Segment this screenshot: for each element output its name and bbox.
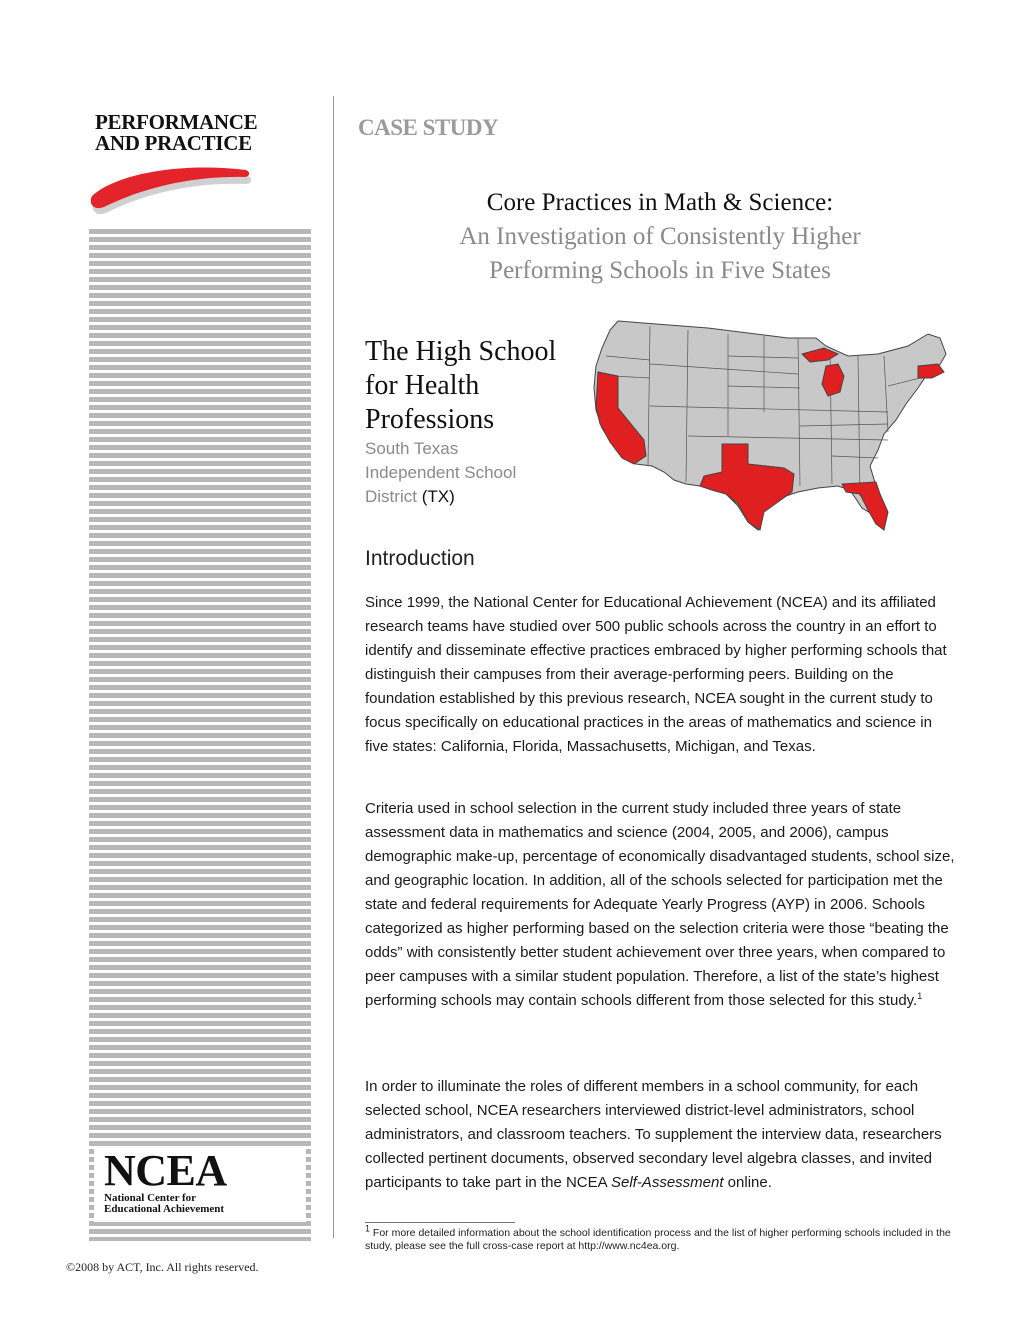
school-name-line-1: The High School: [365, 336, 557, 367]
district-line-2: Independent School: [365, 463, 517, 482]
intro-paragraph-2: [365, 797, 955, 1013]
intro-paragraph-3-text: In order to illuminate the roles of different members in a school community, for each selected school, NCEA researchers interviewed district-level administrators, school administrators, and classroom teachers. To supplement the interview data, researchers collected pertinent documents, observed secondary level algebra classes, and invited participants to take part in the NCEA: [365, 1078, 942, 1191]
district-line-1: South Texas: [365, 439, 459, 458]
section-heading-introduction: Introduction: [365, 547, 475, 570]
column-divider: [333, 96, 334, 1238]
us-map: [588, 316, 960, 536]
footnote-number: 1: [365, 1223, 371, 1234]
school-name: [365, 335, 605, 437]
footnote-reference: 1: [917, 991, 923, 1001]
title-line-3: Performing Schools in Five States: [489, 257, 831, 284]
title-line-2: An Investigation of Consistently Higher: [459, 223, 861, 250]
self-assessment-title: Self-Assessment: [610, 1174, 724, 1191]
footnote-separator: [365, 1222, 515, 1223]
school-name-line-3: Professions: [365, 404, 495, 435]
title-line-1: Core Practices in Math & Science:: [486, 189, 834, 216]
ncea-subtitle-line-1: National Center for: [104, 1192, 197, 1204]
series-brand-title: [95, 112, 315, 154]
school-name-line-2: for Health: [365, 370, 480, 401]
ncea-logo-subtitle: [104, 1193, 224, 1215]
case-study-label: CASE STUDY: [358, 115, 499, 140]
intro-paragraph-3: [365, 1075, 955, 1195]
footnote: [365, 1223, 955, 1253]
copyright-notice: ©2008 by ACT, Inc. All rights reserved.: [66, 1260, 259, 1274]
district-name: [365, 437, 585, 509]
intro-paragraph-1: Since 1999, the National Center for Educational Achievement (NCEA) and its affiliated research teams have studied over 500 public schools across the country in an effort to identify and disseminate effective practices embraced by higher performing schools that distinguish their campuses from their average-performing peers. Building on the foundation established by this previous research, NCEA sought in the current study to focus specifically on educational practices in the areas of mathematics and science in five states: California, Florida, Massachusetts, Michigan, and Texas.: [365, 594, 947, 755]
red-swoosh-graphic: [88, 162, 263, 222]
striped-sidebar-panel: [89, 229, 311, 1241]
state-massachusetts: [918, 364, 944, 378]
ncea-logo: NCEA: [104, 1146, 227, 1195]
intro-paragraph-3-end: online.: [723, 1174, 772, 1191]
district-line-3: District: [365, 487, 417, 506]
footnote-text: For more detailed information about the school identification process and the list of higher performing schools included in the study, please see the full cross-case report at http://www.nc4ea.org.: [365, 1227, 951, 1252]
document-title: [380, 186, 940, 288]
brand-line-1: PERFORMANCE: [95, 110, 258, 134]
state-michigan-lower: [822, 364, 844, 396]
brand-line-2: AND PRACTICE: [95, 131, 252, 155]
intro-paragraph-2-text: Criteria used in school selection in the current study included three years of state assessment data in mathematics and science (2004, 2005, and 2006), campus demographic make-up, percentage of economically disadvantaged students, school size, and geographic location. In addition, all of the schools selected for participation met the state and federal requirements for Adequate Yearly Progress (AYP) in 2006. Schools categorized as higher performing based on the selection criteria were those “beating the odds” with consistently better student achievement over three years, when compared to peer campuses with a similar student population. Therefore, a list of the state’s highest performing schools may contain schools different from those selected for this study.: [365, 800, 955, 1009]
ncea-subtitle-line-2: Educational Achievement: [104, 1203, 225, 1215]
state-code: (TX): [421, 487, 455, 506]
